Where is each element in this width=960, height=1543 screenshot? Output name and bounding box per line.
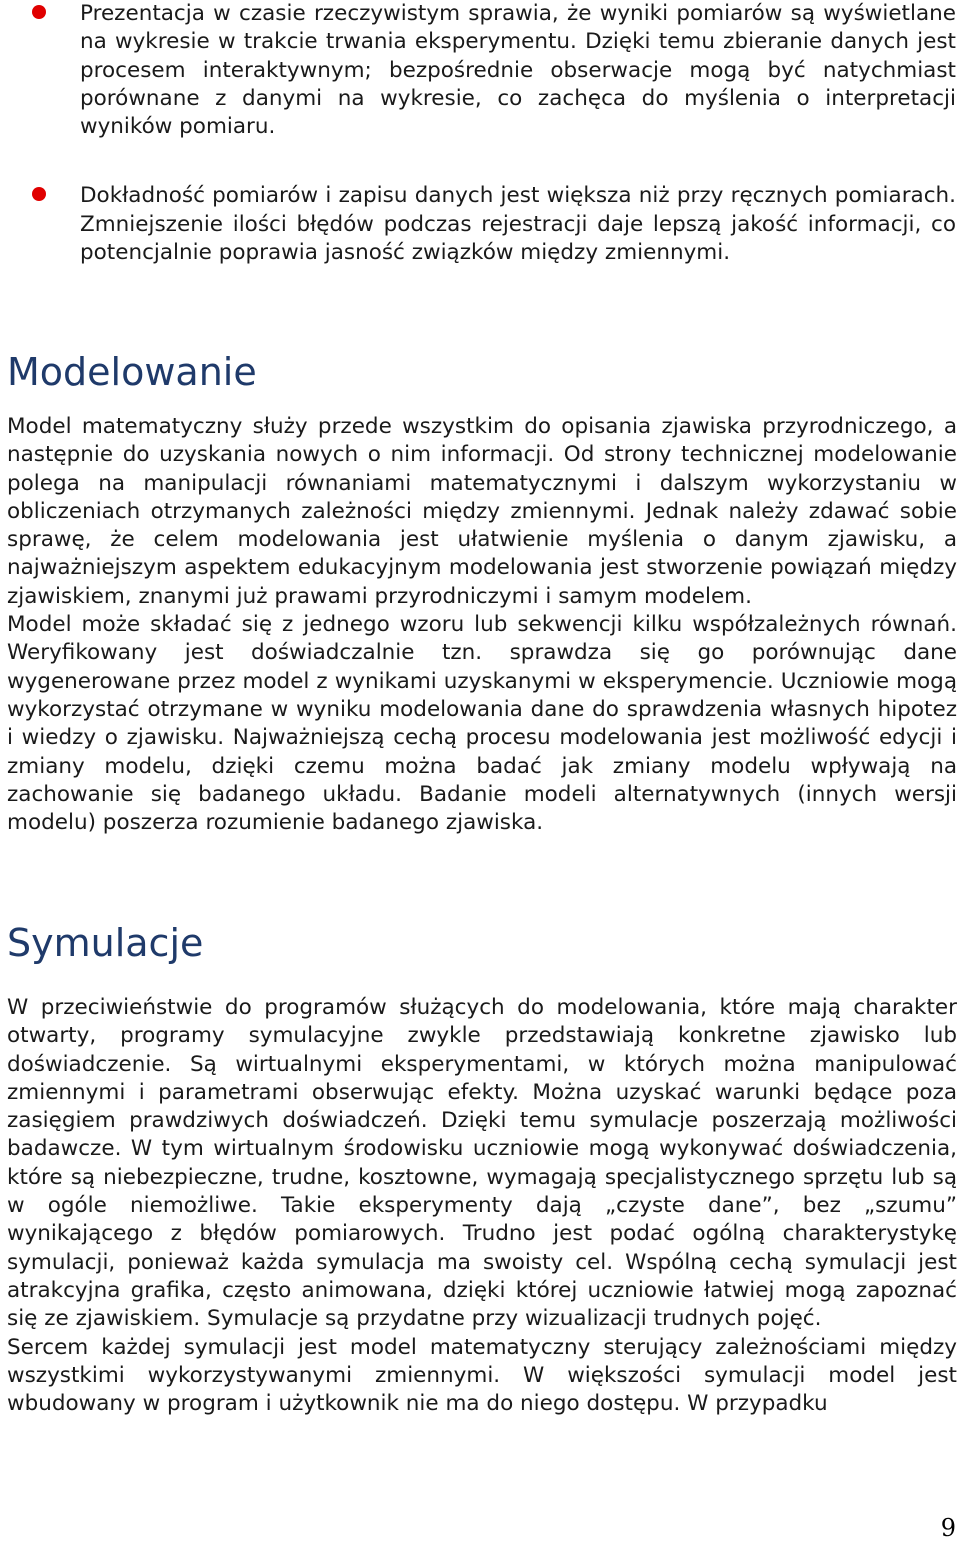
page-number: 9: [940, 1514, 956, 1542]
paragraph: Model może składać się z jednego wzoru lub sekwencji kilku współzależnych równań. Weryfikowany jest doświadczalnie tzn. sprawdza się go porównując dane wygenerowane przez model z wynikami uzyskanymi w eksperymencie. Uczniowie mogą wykorzystać otrzymane w wyniku modelowania dane do sprawdzenia własnych hipotez i wiedzy o zjawisku. Najważniejszą cechą procesu modelowania jest możliwość edycji i zmiany modelu, dzięki czemu można badać jak zmiany modelu wpływają na zachowanie się badanego układu. Badanie modeli alternatywnych (innych wersji modelu) poszerza rozumienie badanego zjawiska.: [7, 612, 957, 836]
bullet-text: Prezentacja w czasie rzeczywistym sprawia, że wyniki pomiarów są wyświetlane na wykresie w trakcie trwania eksperymentu. Dzięki temu zbieranie danych jest procesem interaktywnym; bezpośrednie obserwacje mogą być natychmiast porównane z danymi na wykresie, co zachęca do myślenia o interpretacji wyników pomiaru.: [80, 1, 956, 140]
bullet-icon: [32, 5, 46, 19]
paragraph: Sercem każdej symulacji jest model matematyczny sterujący zależnościami między wszystkimi wykorzystywanymi zmiennymi. W większości symulacji model jest wbudowany w program i użytkownik nie ma do niego dostępu. W przypadku: [7, 1334, 957, 1417]
paragraph: W przeciwieństwie do programów służących do modelowania, które mają charakter otwarty, programy symulacyjne zwykle przedstawiają konkretne zjawisko lub doświadczenie. Są wirtualnymi eksperymentami, w których można manipulować zmiennymi i parametrami obserwując efekty. Można uzyskać warunki będące poza zasięgiem prawdziwych doświadczeń. Dzięki temu symulacje poszerzają możliwości badawcze. W tym wirtualnym środowisku uczniowie mogą wykonywać doświadczenia, które są niebezpieczne, trudne, kosztowne, wymagają specjalistycznego sprzętu lub są w ogóle niemożliwe. Takie eksperymenty dają „czyste dane”, bez „szumu” wynikającego z błędów pomiarowych. Trudno jest podać ogólną charakterystykę symulacji, ponieważ każda symulacja ma swoisty cel. Wspólną cechą symulacji jest atrakcyjna grafika, często animowana, dzięki której uczniowie łatwiej mogą zapoznać się ze zjawiskiem. Symulacje są przydatne przy wizualizacji trudnych pojęć.: [7, 995, 957, 1332]
section-heading-modelowanie: Modelowanie: [7, 350, 257, 394]
section-body-symulacje: [7, 994, 957, 1418]
bullet-text: Dokładność pomiarów i zapisu danych jest większa niż przy ręcznych pomiarach. Zmniejszenie ilości błędów podczas rejestracji daje lepszą jakość informacji, co potencjalnie poprawia jasność związków między zmiennymi.: [80, 183, 956, 266]
bullet-icon: [32, 187, 46, 201]
bullet-list: [0, 0, 960, 267]
bullet-item: [0, 0, 960, 141]
paragraph: Model matematyczny służy przede wszystkim do opisania zjawiska przyrodniczego, a następnie do uzyskania nowych o nim informacji. Od strony technicznej modelowanie polega na manipulacji równaniami matematycznymi i dalszym wykorzystaniu w obliczeniach otrzymanych zależności między zmiennymi. Jednak należy zdawać sobie sprawę, że celem modelowania jest ułatwienie myślenia o danym zjawisku, a najważniejszym aspektem edukacyjnym modelowania jest stworzenie powiązań między zjawiskiem, znanymi już prawami przyrodniczymi i samym modelem.: [7, 414, 957, 609]
section-body-modelowanie: [7, 413, 957, 837]
bullet-item: [0, 182, 960, 267]
section-heading-symulacje: Symulacje: [7, 921, 204, 965]
